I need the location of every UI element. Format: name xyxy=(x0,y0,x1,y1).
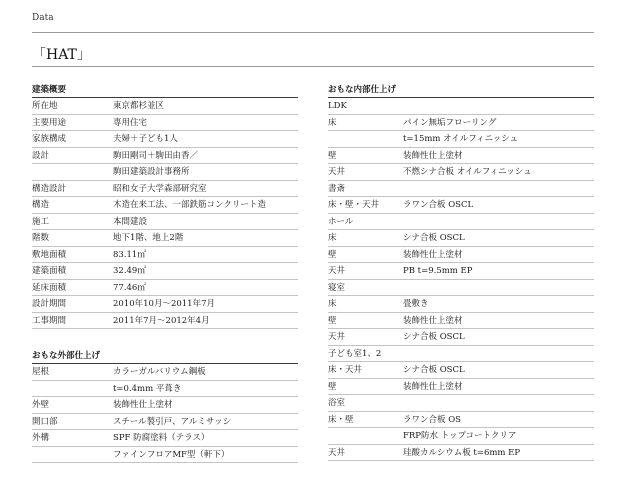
header-rule-top xyxy=(32,32,594,33)
overview-title: 建築概要 xyxy=(32,82,298,98)
spec-label: 家族構成 xyxy=(32,134,67,144)
spec-row xyxy=(32,280,298,297)
exterior-section xyxy=(32,348,298,463)
exterior-title: おもな外部仕上げ xyxy=(32,348,298,364)
spec-label: 床 xyxy=(328,233,337,243)
spec-value: 昭和女子大学森部研究室 xyxy=(113,183,207,194)
spec-label: 天井 xyxy=(328,266,346,276)
spec-value: カラーガルバリウム鋼板 xyxy=(113,367,206,377)
spec-value: 不燃シナ合板 オイルフィニッシュ xyxy=(403,167,532,177)
spec-row xyxy=(32,263,298,280)
spec-value: 駒田剛司＋駒田由香／ xyxy=(113,150,199,161)
spec-label: 敷地面積 xyxy=(32,249,67,260)
spec-row xyxy=(328,263,594,280)
spec-value: 本間建設 xyxy=(113,216,148,227)
spec-value: PB t=9.5mm EP xyxy=(403,266,473,276)
spec-row xyxy=(32,447,298,464)
spec-row xyxy=(32,214,298,231)
spec-label: 壁 xyxy=(328,381,337,392)
spec-label: 所在地 xyxy=(32,101,58,111)
spec-row xyxy=(328,197,594,214)
spec-value: ラワン合板 OS xyxy=(403,414,461,425)
spec-label: 主要用途 xyxy=(32,117,67,128)
spec-label xyxy=(32,164,113,180)
spec-value: 装飾性仕上塗材 xyxy=(403,249,463,260)
spec-row xyxy=(32,197,298,214)
spec-row xyxy=(32,364,298,381)
spec-row xyxy=(32,430,298,447)
room-heading: 浴室 xyxy=(328,395,594,412)
spec-label: 壁 xyxy=(328,315,337,326)
spec-label: 床 xyxy=(328,299,337,309)
spec-label: 構造 xyxy=(32,200,50,210)
spec-label xyxy=(32,447,113,463)
spec-row xyxy=(328,247,594,264)
spec-row xyxy=(328,115,594,132)
spec-value: 77.46㎡ xyxy=(113,282,146,293)
spec-label: 建築面積 xyxy=(32,266,67,276)
spec-label: 外壁 xyxy=(32,400,50,410)
spec-label: 階数 xyxy=(32,233,50,243)
spec-label xyxy=(328,131,403,147)
spec-value: ラワン合板 OSCL xyxy=(403,200,474,210)
spec-value: 2010年10月～2011年7月 xyxy=(113,299,215,309)
spec-row xyxy=(32,181,298,198)
spec-value: t=15mm オイルフィニッシュ xyxy=(403,134,519,144)
spec-value: t=0.4mm 平葺き xyxy=(113,383,182,394)
spec-row xyxy=(32,148,298,165)
room-heading: LDK xyxy=(328,98,594,115)
spec-label: 床・壁・天井 xyxy=(328,200,380,210)
spec-label: 設計 xyxy=(32,150,50,161)
spec-label xyxy=(32,381,113,397)
spec-row xyxy=(32,414,298,431)
spec-row xyxy=(328,296,594,313)
spec-label: 天井 xyxy=(328,332,346,342)
spec-label: 工事期間 xyxy=(32,315,67,326)
spec-value: 83.11㎡ xyxy=(113,249,146,260)
spec-value: FRP防水 トップコートクリア xyxy=(403,431,517,441)
spec-row xyxy=(32,381,298,398)
spec-label: 壁 xyxy=(328,150,337,161)
spec-row xyxy=(32,230,298,247)
spec-value: 東京都杉並区 xyxy=(113,101,165,111)
room-heading: ホール xyxy=(328,214,594,231)
spec-label: 壁 xyxy=(328,249,337,260)
spec-value: 装飾性仕上塗材 xyxy=(403,381,463,392)
spec-value: シナ合板 OSCL xyxy=(403,233,465,243)
spec-row xyxy=(328,164,594,181)
spec-value: 駒田建築設計事務所 xyxy=(113,167,190,177)
spec-value: スチール製引戸、アルミサッシ xyxy=(113,416,232,427)
spec-row xyxy=(32,247,298,264)
spec-label: 施工 xyxy=(32,216,50,227)
spec-value: 装飾性仕上塗材 xyxy=(403,315,463,326)
spec-row xyxy=(328,428,594,445)
spec-row xyxy=(328,230,594,247)
spec-value: 32.49㎡ xyxy=(113,266,146,276)
spec-label xyxy=(328,428,403,444)
header-label: Data xyxy=(32,13,54,23)
spec-row xyxy=(328,148,594,165)
overview-section xyxy=(32,82,298,329)
spec-label: 設計期間 xyxy=(32,299,67,309)
spec-value: 2011年7月～2012年4月 xyxy=(113,315,210,326)
spec-value: 装飾性仕上塗材 xyxy=(113,400,173,410)
spec-value: シナ合板 OSCL xyxy=(403,365,465,375)
spec-value: 珪酸カルシウム板 t=6mm EP xyxy=(403,447,521,458)
spec-row xyxy=(328,445,594,462)
spec-label: 屋根 xyxy=(32,367,50,377)
spec-row xyxy=(328,329,594,346)
spec-row xyxy=(328,412,594,429)
spec-label: 天井 xyxy=(328,447,346,458)
spec-value: 装飾性仕上塗材 xyxy=(403,150,463,161)
spec-label: 外構 xyxy=(32,433,50,443)
interior-section xyxy=(328,82,594,461)
spec-label: 天井 xyxy=(328,167,346,177)
room-heading: 子ども室1、2 xyxy=(328,346,594,363)
spec-row xyxy=(32,397,298,414)
spec-value: ファインフロアMF型（軒下） xyxy=(113,449,230,460)
spec-row xyxy=(328,313,594,330)
spec-row xyxy=(328,131,594,148)
spec-row xyxy=(32,98,298,115)
spec-label: 床・壁 xyxy=(328,414,354,425)
spec-value: シナ合板 OSCL xyxy=(403,332,465,342)
spec-value: SPF 防腐塗料（テラス） xyxy=(113,433,210,443)
spec-row xyxy=(32,296,298,313)
spec-row xyxy=(32,131,298,148)
spec-row xyxy=(328,362,594,379)
spec-value: 畳敷き xyxy=(403,299,429,309)
room-heading: 寝室 xyxy=(328,280,594,297)
interior-title: おもな内部仕上げ xyxy=(328,82,594,98)
spec-value: パイン無垢フローリング xyxy=(403,117,497,128)
spec-row xyxy=(32,115,298,132)
spec-row xyxy=(328,379,594,396)
spec-label: 開口部 xyxy=(32,416,58,427)
spec-value: 夫婦＋子ども1人 xyxy=(113,134,178,144)
spec-row xyxy=(32,164,298,181)
spec-value: 木造在来工法、一部鉄筋コンクリート造 xyxy=(113,200,266,210)
spec-label: 床・天井 xyxy=(328,365,363,375)
spec-label: 延床面積 xyxy=(32,282,67,293)
room-heading: 書斎 xyxy=(328,181,594,198)
spec-label: 床 xyxy=(328,117,337,128)
spec-row xyxy=(32,313,298,330)
header-rule-bottom xyxy=(32,66,594,67)
spec-label: 構造設計 xyxy=(32,183,67,194)
page-title: 「HAT」 xyxy=(32,47,91,63)
spec-value: 地下1階、地上2階 xyxy=(113,233,184,243)
spec-value: 専用住宅 xyxy=(113,117,148,128)
